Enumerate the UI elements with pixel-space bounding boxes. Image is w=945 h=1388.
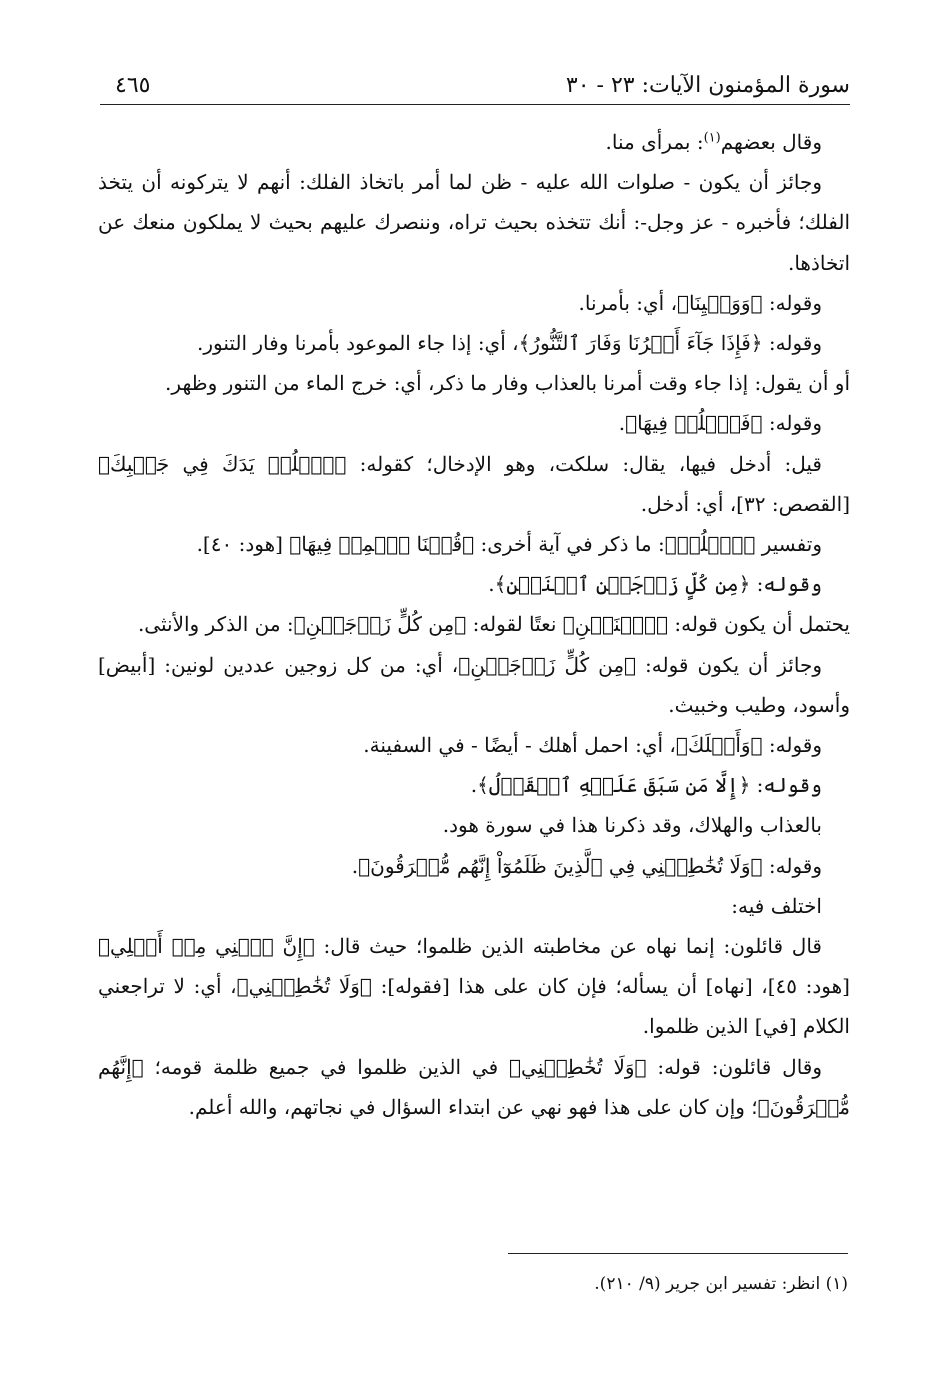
paragraph: وقوله: ﴿فَإِذَا جَآءَ أَمۡرُنَا وَفَارَ ٱلتَّنُّورُ﴾، أي: إذا جاء الموعود بأمرنا وفار التنور. xyxy=(196,331,822,356)
paragraph: وقوله: ﴿فَٱسۡلُكۡ فِيهَا﴾. xyxy=(618,411,822,436)
running-header xyxy=(115,58,850,98)
page-number: ٤٦٥ xyxy=(115,73,151,98)
paragraph: وجائز أن يكون قوله: ﴿مِن كُلٍّ زَوۡجَيۡنِ﴾، أي: من كل زوجين عددين لونين: [أبيض] وأسود، وطيب وخبيث. xyxy=(98,652,850,717)
main-text xyxy=(98,122,850,1127)
paragraph: وقوله: ﴿وَأَهۡلَكَ﴾، أي: احمل أهلك - أيضًا - في السفينة. xyxy=(363,733,822,758)
paragraph xyxy=(98,122,850,162)
paragraph: أو أن يقول: إذا جاء وقت أمرنا بالعذاب وفار ما ذكر، أي: خرج الماء من التنور وظهر. xyxy=(165,371,850,396)
footnote: (١) انظر: تفسير ابن جرير (٩/ ٢١٠). xyxy=(594,1274,848,1294)
paragraph: وجائز أن يكون - صلوات الله عليه - ظن لما أمر باتخاذ الفلك: أنهم لا يتركونه أن يتخذ الفلك؛ فأخبره - عز وجل-: أنك تتخذه بحيث تراه، وننصرك عليهم بحيث لا يملكون منعك عن اتخاذها. xyxy=(98,170,850,275)
paragraph-text-rest: : بمرأى منا. xyxy=(605,130,704,154)
paragraph: وتفسير ﴿ٱسۡلُكۡ﴾: ما ذكر في آية أخرى: ﴿قُلۡنَا ٱحۡمِلۡ فِيهَا﴾ [هود: ٤٠]. xyxy=(196,532,822,557)
footnote-ref[interactable]: (١) xyxy=(703,130,721,146)
footnote-rule xyxy=(508,1253,848,1254)
paragraph: يحتمل أن يكون قوله: ﴿ٱثۡنَيۡنِ﴾ نعتًا لقوله: ﴿مِن كُلٍّ زَوۡجَيۡنِ﴾: من الذكر والأنثى. xyxy=(137,612,850,637)
header-rule xyxy=(100,104,850,105)
paragraph: وقوله: ﴿مِن كُلٍّ زَوۡجَيۡنِ ٱثۡنَيۡنِ﴾. xyxy=(488,572,822,597)
paragraph: اختلف فيه: xyxy=(731,893,822,918)
paragraph: وقال قائلون: قوله: ﴿وَلَا تُخَٰطِبۡنِي﴾ في الذين ظلموا في جميع ظلمة قومه؛ ﴿إِنَّهُم مُّغۡرَقُونَ﴾؛ وإن كان على هذا فهو نهي عن ابتداء السؤال في نجاتهم، والله أعلم. xyxy=(98,1054,850,1119)
paragraph: قال قائلون: إنما نهاه عن مخاطبته الذين ظلموا؛ حيث قال: ﴿إِنَّ ٱبۡنِي مِنۡ أَهۡلِي﴾ [هود: ٤٥]، [نهاه] أن يسأله؛ فإن كان على هذا [فقوله]: ﴿وَلَا تُخَٰطِبۡنِي﴾، أي: لا تراجعني الكلام [في] الذين ظلموا. xyxy=(98,934,850,1039)
paragraph: قيل: أدخل فيها، يقال: سلكت، وهو الإدخال؛ كقوله: ﴿ٱسۡلُكۡ يَدَكَ فِي جَيۡبِكَ﴾ [القصص: ٣٢]، أي: أدخل. xyxy=(98,451,850,516)
paragraph-text: وقال بعضهم xyxy=(720,130,822,154)
paragraph: وقوله: ﴿وَلَا تُخَٰطِبۡنِي فِي ٱلَّذِينَ ظَلَمُوٓاْ إِنَّهُم مُّغۡرَقُونَ﴾. xyxy=(351,853,822,878)
paragraph: وقوله: ﴿إِلَّا مَن سَبَقَ عَلَيۡهِ ٱلۡقَوۡلُ﴾. xyxy=(470,773,822,798)
paragraph: وقوله: ﴿وَوَحۡيِنَا﴾، أي: بأمرنا. xyxy=(578,290,822,315)
header-title: سورة المؤمنون الآيات: ٢٣ - ٣٠ xyxy=(565,73,850,98)
paragraph: بالعذاب والهلاك، وقد ذكرنا هذا في سورة هود. xyxy=(442,813,822,838)
